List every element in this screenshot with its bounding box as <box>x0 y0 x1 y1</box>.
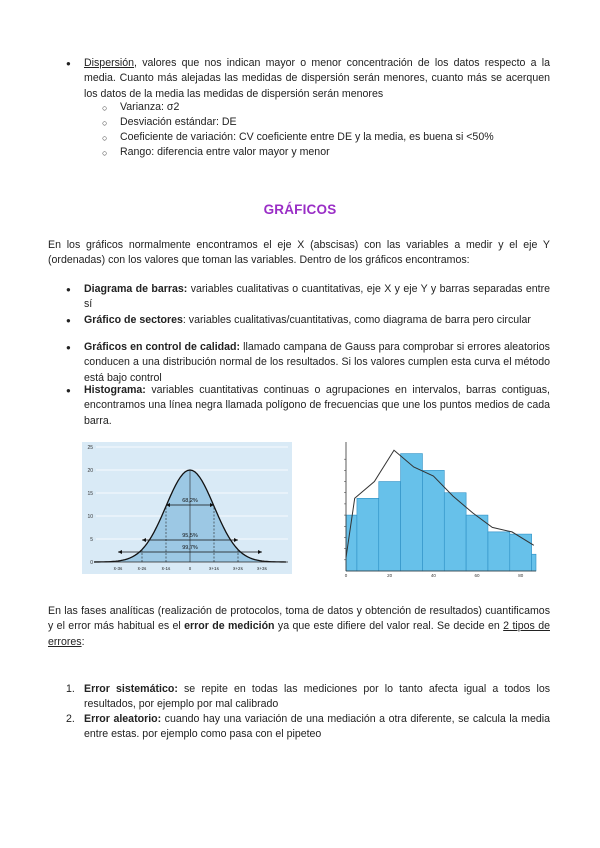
gauss-x-tick-label: x̄+2s <box>233 566 243 571</box>
list-number: 2. <box>66 713 75 725</box>
term-histograma: Histograma: <box>84 384 146 396</box>
error-term-sistematico: Error sistemático: <box>84 683 178 695</box>
list-number: 1. <box>66 683 75 695</box>
sub-item-rango: Rango: diferencia entre valor mayor y menor <box>120 146 330 158</box>
error-item-aleatorio <box>84 712 550 743</box>
gauss-chart <box>82 442 292 574</box>
band-label-95: 95,5% <box>182 533 198 539</box>
band-label-99: 99,7% <box>182 545 198 551</box>
dispersion-paragraph <box>84 56 550 102</box>
bullet-dispersion: ● <box>66 59 71 68</box>
term-calidad: Gráficos en control de calidad: <box>84 341 241 353</box>
list-item-histograma <box>84 383 550 429</box>
histogram-x-tick-label: 40 <box>430 573 436 578</box>
bullet: ● <box>66 343 71 352</box>
gauss-x-tick-label: x̄-3s <box>113 566 123 571</box>
histogram-x-tick-label: 80 <box>518 573 524 578</box>
list-item-sectores <box>84 313 550 328</box>
gauss-y-tick-label: 25 <box>87 445 93 451</box>
gauss-y-tick-label: 20 <box>87 468 93 474</box>
text-barras: variables cualitativas o cuantitativas, eje X y eje Y y barras separadas entre sí <box>84 283 550 311</box>
histogram-chart <box>340 440 540 578</box>
sub-bullet: ○ <box>102 148 108 158</box>
term-barras: Diagrama de barras: <box>84 283 188 295</box>
text-calidad: llamado campana de Gauss para comprobar si errores aleatorios conducen a una distribución normal de los resultados. Si los valores cumplen esta curva el método está bajo control <box>84 341 550 384</box>
errores-intro-underlined: 2 tipos de errores <box>48 620 550 648</box>
gauss-x-tick-label: x̄+3s <box>257 566 267 571</box>
errores-intro-a: En las fases analíticas (realización de protocolos, toma de datos y obtención de resultados) cuantificamos y el error más habitual es el <box>48 605 550 633</box>
histogram-x-tick-label: 60 <box>474 573 480 578</box>
histogram-bar <box>422 470 444 571</box>
gauss-y-tick-label: 5 <box>90 537 93 543</box>
sub-item-coeficiente: Coeficiente de variación: CV coeficiente entre DE y la media, es buena si <50% <box>120 131 494 143</box>
sub-item-desviacion: Desviación estándar: DE <box>120 116 237 128</box>
gauss-y-tick-label: 0 <box>90 560 93 566</box>
graficos-intro-text: En los gráficos normalmente encontramos el eje X (abscisas) con las variables a medir y el eje Y (ordenadas) con los valores que toman las variables. Dentro de los gráficos encontramos: <box>48 239 550 267</box>
histogram-x-tick-label: 0 <box>344 573 348 578</box>
errores-intro-bold: error de medición <box>184 620 275 633</box>
histogram-bar <box>466 515 488 571</box>
dispersion-term: Dispersión <box>84 57 135 69</box>
errores-intro <box>48 604 550 650</box>
gauss-x-tick-label: x̄-1s <box>161 566 171 571</box>
list-item-barras <box>84 282 550 313</box>
bullet: ● <box>66 386 71 395</box>
error-term-aleatorio: Error aleatorio: <box>84 713 162 725</box>
term-sectores: Gráfico de sectores <box>84 314 183 326</box>
list-item-calidad <box>84 340 550 386</box>
histogram-bar <box>510 534 532 571</box>
text-histograma: variables cuantitativas continuas o agrupaciones en intervalos, barras contiguas, encontramos una línea negra llamada polígono de frecuencias que une los puntos medios de cada barra. <box>84 384 550 427</box>
gauss-y-tick-label: 10 <box>87 514 93 520</box>
error-text-sistematico: se repite en todas las mediciones por lo tanto afecta igual a todos los resultados, por ejemplo por mal calibrado <box>84 683 551 711</box>
gauss-x-tick-label: x̄ <box>188 566 192 571</box>
histogram-bar <box>488 532 510 571</box>
histogram-bar <box>532 554 536 571</box>
histogram-bar <box>401 454 423 571</box>
sub-bullet: ○ <box>102 103 108 113</box>
gauss-y-tick-label: 15 <box>87 491 93 497</box>
gauss-x-tick-label: x̄-2s <box>137 566 147 571</box>
histogram-bar <box>357 498 379 571</box>
text-sectores: : variables cualitativas/cuantitativas, como diagrama de barra pero circular <box>182 314 531 326</box>
histogram-bar <box>379 482 401 571</box>
graficos-title: GRÁFICOS <box>263 202 337 217</box>
graficos-intro <box>48 238 550 269</box>
sub-bullet: ○ <box>102 133 108 143</box>
gauss-x-tick-label: x̄+1s <box>209 566 219 571</box>
error-text-aleatorio: cuando hay una variación de una mediación a otra diferente, se calcula la media entre estas. por ejemplo como pasa con el pipeteo <box>84 713 550 741</box>
errores-intro-b: ya que este difiere del valor real. Se decide en <box>274 620 504 633</box>
sub-item-varianza: Varianza: σ2 <box>120 101 180 113</box>
error-item-sistematico <box>84 682 550 713</box>
errores-intro-end: : <box>81 635 85 648</box>
histogram-x-tick-label: 20 <box>387 573 393 578</box>
sub-bullet: ○ <box>102 118 108 128</box>
band-label-68: 68,2% <box>182 498 198 504</box>
dispersion-text: , valores que nos indican mayor o menor concentración de los datos respecto a la media. Cuanto más alejadas las medidas de dispersión serán menores, cuanto más se acerquen los datos de la media las medidas de dispersión serán menores <box>84 57 550 100</box>
bullet: ● <box>66 316 71 325</box>
bullet: ● <box>66 285 71 294</box>
